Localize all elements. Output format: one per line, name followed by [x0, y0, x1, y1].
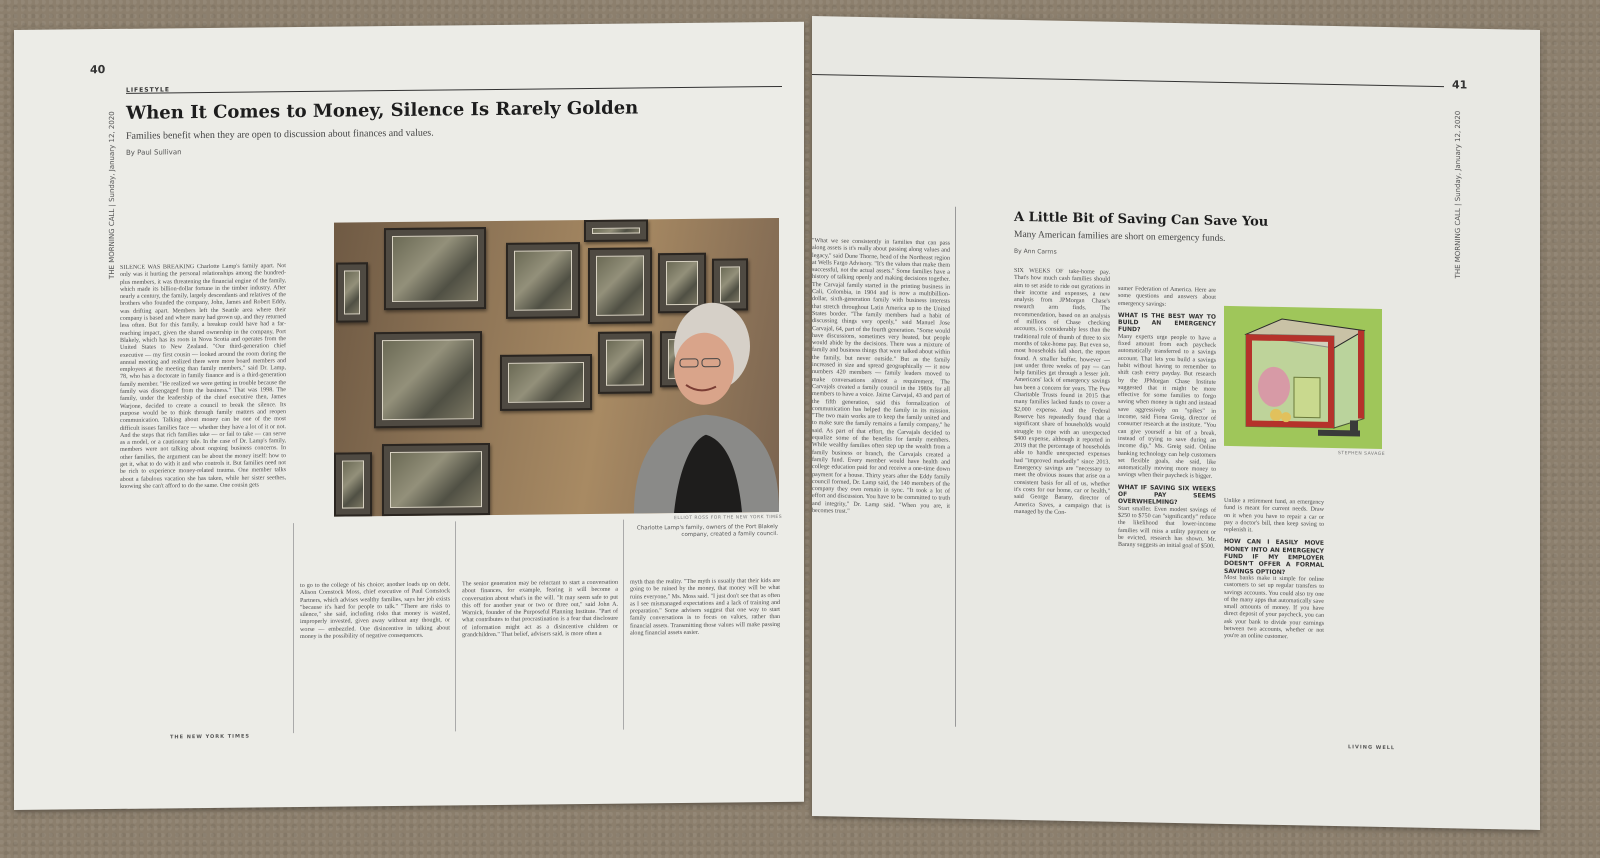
- dek: Families benefit when they are open to discussion about finances and values.: [126, 127, 434, 142]
- headline: When It Comes to Money, Silence Is Rarely Golden: [126, 97, 639, 124]
- right-page: [812, 16, 1540, 830]
- vertical-folio: THE MORNING CALL | Sunday, January 12, 2020: [108, 111, 116, 280]
- illustration-credit: STEPHEN SAVAGE: [1338, 451, 1386, 458]
- saving-column-b: [1118, 286, 1216, 732]
- column-c-intro: Unlike a retirement fund, an emergency fund is meant for current needs. Draw on it when you have to repair a car or pay a doctor's bill, then keep saving to replenish it.: [1224, 497, 1324, 534]
- article-divider: [955, 207, 956, 727]
- section-label: LIFESTYLE: [126, 86, 170, 94]
- footer-label: LIVING WELL: [1348, 744, 1396, 752]
- top-rule: [126, 86, 782, 94]
- answer-3: Most banks make it simple for online customers to set up regular transfers to savings accounts. You could also try one of the many apps that automatically save small amounts of money. If you have direct deposit of your paycheck, you can ask your bank to divide your earnings between two accounts, whether or not you're an online customer.: [1224, 574, 1324, 641]
- photo-credit: ELLIOT ROSS FOR THE NEW YORK TIMES: [674, 514, 783, 522]
- column-rule: [455, 521, 456, 731]
- question-heading-3: HOW CAN I EASILY MOVE MONEY INTO AN EMERGENCY FUND IF MY EMPLOYER DOESN'T OFFER A FORMAL SAVINGS OPTION?: [1224, 538, 1324, 576]
- saving-headline: A Little Bit of Saving Can Save You: [1014, 209, 1269, 230]
- continued-column: "What we see consistently in families that can pass along assets is it's really about passing along values and legacy," said Dune Thorne, head of the Northeast region at Wells Fargo Advisory. "It's the values that make them successful, not the actual assets." Some families have a history of talking openly and making decisions together. The Carvajal family started in the printing business in Cali, Colombia, in 1904 and is now a multibillion-dollar, sixth-generation family with business interests that stretch throughout Latin America up to the United States border. "The family members had a habit of discussing things very openly," said Manuel Jose Carvajal, 64, part of the fourth generation. "Some would have discussions, sometimes very heated, but people would abide by the decisions. There was a mixture of family and business things that were talked about within the family, but never outside." But as the family increased in size and spread geographically — it now numbers 420 members — family leaders moved to make conversations almost a requirement. The Carvajals created a family council in the 1980s for all members to have a voice. Jaime Carvajal, 43 and part of the fifth generation, said this formalization of communication has helped the family in its mission. "The two main works are to keep the family united and to make sure the family remains a family company," he said. As part of that effort, the Carvajals decided to equalize some of the benefits for family members. While wealthy families often step up the wealth from a family business or branch, the Carvajals created a family fund. Every member would have health and college education paid for and receive a one-time down payment for a house. Thirty years after the Eddy family council formed, Dr. Lamp said, the 140 members of the company they own remain in sync. "It took a lot of effort and discussion. You have to be committed to truth and integrity," Dr. Lamp said. "When you are, it becomes trust.": [812, 238, 950, 515]
- answer-2: Start smaller. Even modest savings of $250 to $750 can "significantly" reduce the likelihood that lower-income families will miss a utility payment or be evicted, research has shown. Mr. Barany suggests an initial goal of $500.: [1118, 505, 1216, 550]
- body-column-3: The senior generation may be reluctant to start a conversation about finances, for example, fearing it will become a conversation about what's in the will. "It may seem safe to put this off for another year or two or three out," said John A. Warnick, founder of the Purposeful Planning Institute. "Part of what contributes to that procrastination is a fear that disclosure of information might act as a disincentive children or grandchildren." That belief, advisers said, is more often a: [462, 579, 618, 639]
- article-photo: [334, 218, 779, 517]
- left-page: [14, 22, 804, 810]
- body-column-1: SILENCE WAS BREAKING Charlotte Lamp's family apart. Not only was it hurting the personal relationships among the hundred-plus members, it was threatening the financial engine of the family, which made its billion-dollar fortune in the timber industry. After nearly a century, the family, largely descendants and relatives of the brothers who founded the company, John, James and Robert Eddy, was drifting apart. Members left the Seattle area where their company is based and where many had grown up, and they returned less often. But for this family, a breakup could have had a far-reaching impact, given the shared ownership in the company, Port Blakely, which has its roots in Nova Scotia and operates from the United States to New Zealand. "Our third-generation chief executive — my first cousin — looked around the room during the annual meeting and realized there were more board members and employees at the meeting than family members," said Dr. Lamp, 78, who has a doctorate in family finance and is a third-generation family member. "He realized we were getting in trouble because the family was disengaged from the business." That was 1998. The family, under the leadership of the chief executive then, James Warjone, decided to create a council to break the silence. Its purpose would be to think through family matters and reopen communication. Talking about money can be one of the most difficult issues families face — whether they have a lot of it or not. And the steps that rich families take — or fail to take — can serve as a model, or a cautionary tale. In the case of Dr. Lamp's family, members were not talking about ongoing business concerns. In other families, the argument can be about the money itself: how to get it, what to do with it and who controls it. But families need not be rich to experience money-related trauma. One member talks about a fabulous vacation she has taken, while her sister seethes, knowing she can't afford to do the same. One cousin gets: [120, 263, 286, 490]
- byline: By Paul Sullivan: [126, 148, 182, 157]
- photo-caption: Charlotte Lamp's family, owners of the Port Blakely company, created a family council.: [636, 523, 778, 539]
- vertical-folio: THE MORNING CALL | Sunday, January 12, 2020: [1454, 110, 1462, 279]
- saving-byline: By Ann Carrns: [1014, 247, 1057, 256]
- column-rule: [623, 520, 624, 730]
- body-column-2: to go to the college of his choice; another loads up on debt. Alison Comstock Moss, chief executive of Paul Comstock Partners, which advises wealthy families, says her job exists "because it's hard for people to talk." "There are risks to silence," she said, including risks that money is wasted, improperly invested, given away without any thought, or worse — embezzled. One disincentive in talking about money is the possibility of negative consequences.: [300, 581, 450, 641]
- footer-label: THE NEW YORK TIMES: [170, 733, 251, 741]
- woman-figure: [334, 218, 779, 517]
- saving-column-c: [1224, 498, 1324, 734]
- column-rule: [293, 523, 294, 733]
- saving-column-a: SIX WEEKS OF take-home pay. That's how much cash families should aim to set aside to ride out gyrations in their income and expenses, a new analysis from JPMorgan Chase's research arm finds. The recommendation, based on an analysis of millions of Chase checking accounts, is considerably less than the traditional rule of thumb of three to six months of take-home pay. But even so, most households fall short, the report found. A smaller buffer, however — just under three weeks of pay — can help families get through a lesser jolt. Americans' lack of emergency savings has been a concern for years. The Pew Charitable Trusts found in 2015 that many families lacked funds to cover a $2,000 expense. And the Federal Reserve has repeatedly found that a significant share of households would struggle to cope with an unexpected $400 expense, although it reported in 2019 that the percentage of households able to handle unexpected expenses had "improved markedly" since 2013. Emergency savings are "necessary to meet the obvious issues that arise on a consistent basis for all of us, whether it's costs for our home, car or health," said George Barany, director of America Saves, a campaign that is managed by the Con-: [1014, 267, 1110, 516]
- page-number: 40: [90, 63, 106, 77]
- top-rule: [812, 74, 1444, 87]
- question-heading-2: WHAT IF SAVING SIX WEEKS OF PAY SEEMS OVERWHELMING?: [1118, 483, 1216, 507]
- question-heading-1: WHAT IS THE BEST WAY TO BUILD AN EMERGENCY FUND?: [1118, 311, 1216, 334]
- page-number: 41: [1452, 78, 1468, 92]
- column-b-intro: sumer Federation of America. Here are some questions and answers about emergency savings:: [1118, 285, 1216, 308]
- safe-box-illustration: [1224, 306, 1382, 449]
- safe-illustration: [1224, 306, 1382, 449]
- answer-1: Many experts urge people to have a fixed amount from each paycheck automatically transferred to a savings account. That lets you build a savings habit without having to remember to shift cash every payday. But research by the JPMorgan Chase Institute suggested that it might be more effective for some families to forgo saving when money is tight and instead save aggressively on "spikes" in income, said Fiona Greig, director of consumer research at the institute. "You can give yourself a bit of a break, instead of trying to save during an income dip," Ms. Greig said. Online banking technology can help customers set flexible goals, she said, like automatically moving more money to savings when their paycheck is bigger.: [1118, 333, 1216, 481]
- saving-dek: Many American families are short on emergency funds.: [1014, 229, 1226, 244]
- body-column-4: myth than the reality. "The myth is usually that their kids are going to be ruined by the money, that money will be what ruins everyone," Ms. Moss said. "I just don't see that as often as I see mismanaged expectations and a lack of training and preparation." Some advisers suggest that one way to start family conversations is to focus on values, rather than financial assets. Transmitting those values will make passing along financial assets easier.: [630, 577, 780, 637]
